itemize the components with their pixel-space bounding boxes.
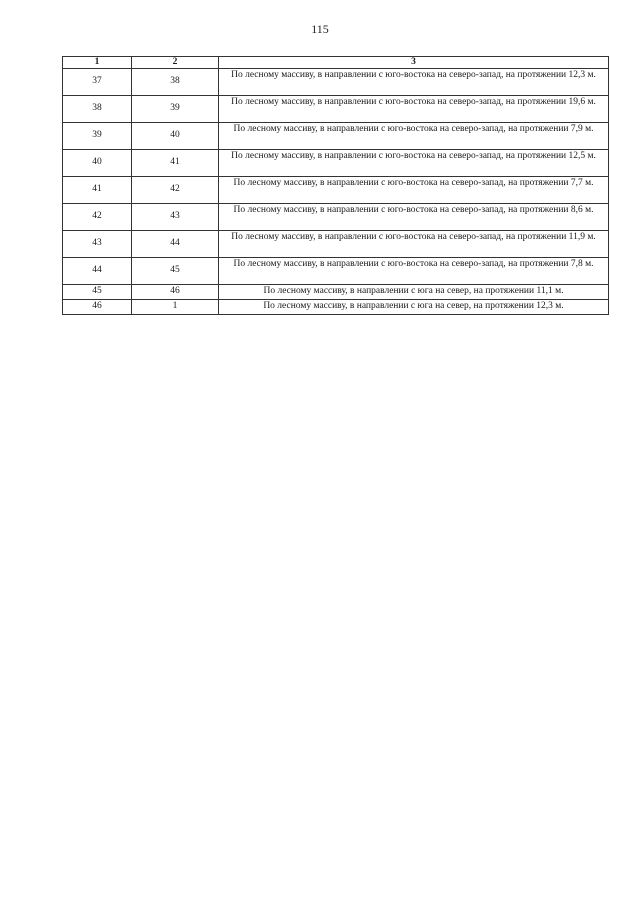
table-row <box>63 285 609 300</box>
description-cell: По лесному массиву, в направлении с юго-востока на северо-запад, на протяжении 19,6 м. <box>219 96 609 123</box>
boundary-table <box>62 56 609 315</box>
to-point-cell: 43 <box>132 204 219 231</box>
from-point-cell: 38 <box>63 96 132 123</box>
page-number: 115 <box>311 22 329 36</box>
table-row <box>63 69 609 96</box>
column-header-3: 3 <box>219 57 609 69</box>
table-row <box>63 258 609 285</box>
to-point-cell: 41 <box>132 150 219 177</box>
table-row <box>63 204 609 231</box>
table-row <box>63 177 609 204</box>
from-point-cell: 44 <box>63 258 132 285</box>
to-point-cell: 46 <box>132 285 219 300</box>
to-point-cell: 40 <box>132 123 219 150</box>
description-cell: По лесному массиву, в направлении с юго-востока на северо-запад, на протяжении 7,7 м. <box>219 177 609 204</box>
description-cell: По лесному массиву, в направлении с юга на север, на протяжении 12,3 м. <box>219 300 609 315</box>
description-cell: По лесному массиву, в направлении с юго-востока на северо-запад, на протяжении 8,6 м. <box>219 204 609 231</box>
from-point-cell: 37 <box>63 69 132 96</box>
table-row <box>63 231 609 258</box>
from-point-cell: 43 <box>63 231 132 258</box>
table-row <box>63 150 609 177</box>
from-point-cell: 42 <box>63 204 132 231</box>
description-cell: По лесному массиву, в направлении с юго-востока на северо-запад, на протяжении 11,9 м. <box>219 231 609 258</box>
to-point-cell: 42 <box>132 177 219 204</box>
description-cell: По лесному массиву, в направлении с юго-востока на северо-запад, на протяжении 12,3 м. <box>219 69 609 96</box>
column-header-1: 1 <box>63 57 132 69</box>
to-point-cell: 39 <box>132 96 219 123</box>
from-point-cell: 39 <box>63 123 132 150</box>
to-point-cell: 1 <box>132 300 219 315</box>
to-point-cell: 45 <box>132 258 219 285</box>
description-cell: По лесному массиву, в направлении с юго-востока на северо-запад, на протяжении 7,8 м. <box>219 258 609 285</box>
to-point-cell: 38 <box>132 69 219 96</box>
table-row <box>63 300 609 315</box>
table-row <box>63 123 609 150</box>
table-row <box>63 96 609 123</box>
description-cell: По лесному массиву, в направлении с юга на север, на протяжении 11,1 м. <box>219 285 609 300</box>
description-cell: По лесному массиву, в направлении с юго-востока на северо-запад, на протяжении 12,5 м. <box>219 150 609 177</box>
description-cell: По лесному массиву, в направлении с юго-востока на северо-запад, на протяжении 7,9 м. <box>219 123 609 150</box>
from-point-cell: 45 <box>63 285 132 300</box>
table-header-row <box>63 57 609 69</box>
to-point-cell: 44 <box>132 231 219 258</box>
from-point-cell: 46 <box>63 300 132 315</box>
from-point-cell: 40 <box>63 150 132 177</box>
column-header-2: 2 <box>132 57 219 69</box>
from-point-cell: 41 <box>63 177 132 204</box>
